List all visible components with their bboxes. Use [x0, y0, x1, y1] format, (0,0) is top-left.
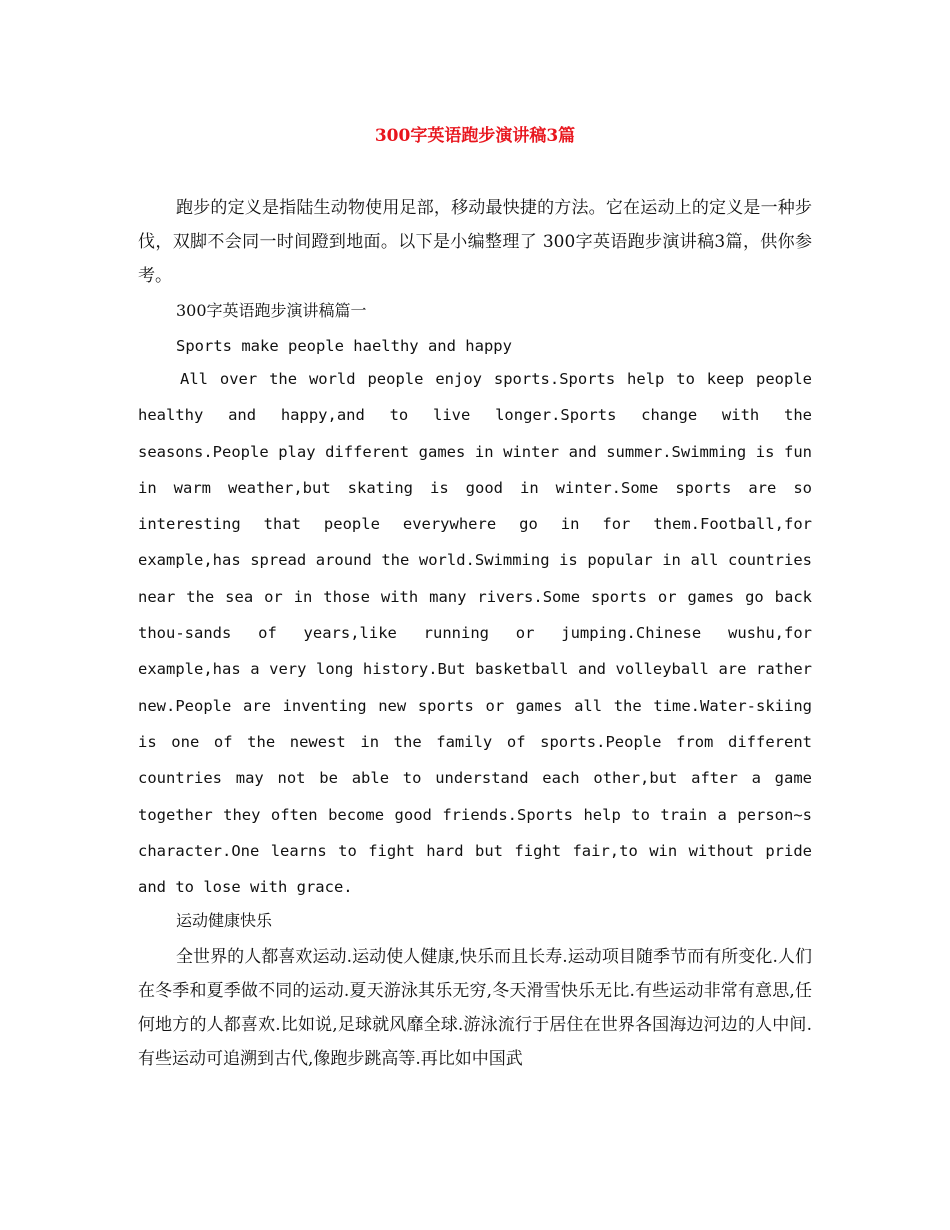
english-essay-body: All over the world people enjoy sports.Sports help to keep people healthy and happy,and to live longer.Sports change with the seasons.People play different games in winter and summer.Swimming is fun in warm weather,but skating is good in winter.Some sports are so interesting that people everywhere go in for them.Football,for example,has spread around the world.Swimming is popular in all countries near the sea or in those with many rivers.Some sports or games go back thou-sands of years,like running or jumping.Chinese wushu,for example,has a very long history.But basketball and volleyball are rather new.People are inventing new sports or games all the time.Water-skiing is one of the newest in the family of sports.People from different countries may not be able to understand each other,but after a game together they often become good friends.Sports help to train a person~s character.One learns to fight hard but fight fair,to win without pride and to lose with grace. — [138, 370, 812, 897]
chinese-essay-title: 运动健康快乐 — [176, 911, 273, 930]
document-title: 300字英语跑步演讲稿3篇 — [374, 126, 576, 146]
intro-paragraph: 跑步的定义是指陆生动物使用足部，移动最快捷的方法。它在运动上的定义是一种步伐，双脚不会同一时间蹬到地面。以下是小编整理了 300字英语跑步演讲稿3篇，供你参考。 — [138, 198, 812, 286]
chinese-essay-body: 全世界的人都喜欢运动.运动使人健康,快乐而且长寿.运动项目随季节而有所变化.人们在冬季和夏季做不同的运动.夏天游泳其乐无穷,冬天滑雪快乐无比.有些运动非常有意思,任何地方的人都喜欢.比如说,足球就风靡全球.游泳流行于居住在世界各国海边河边的人中间.有些运动可追溯到古代,像跑步跳高等.再比如中国武 — [138, 947, 812, 1069]
english-essay-title: Sports make people haelthy and happy — [176, 337, 512, 355]
section-heading: 300字英语跑步演讲稿篇一 — [176, 301, 367, 320]
document-page — [138, 0, 812, 1230]
